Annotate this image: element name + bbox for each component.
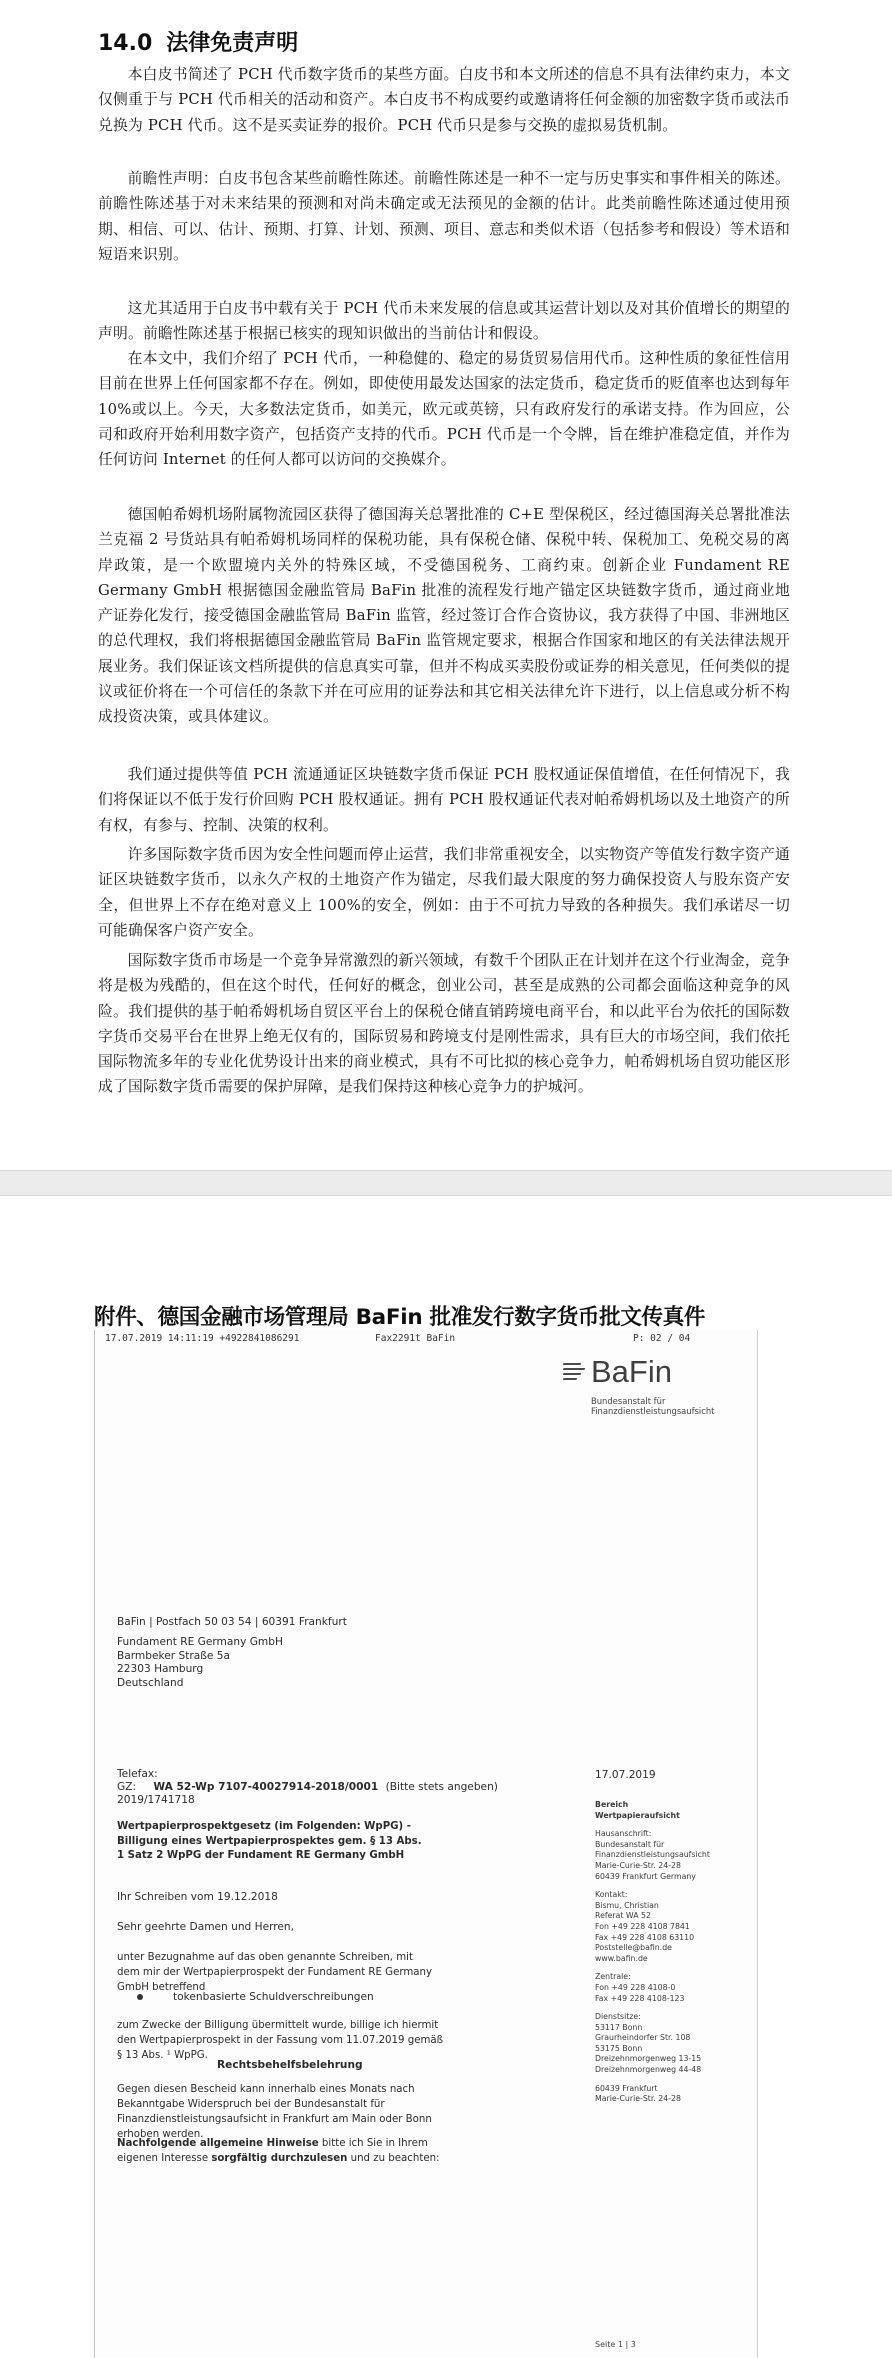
disclaimer-paragraph-2: 前瞻性声明：白皮书包含某些前瞻性陈述。前瞻性陈述是一种不一定与历史事实和事件相关的陈述。前瞻性陈述基于对未来结果的预测和对尚未确定或无法预见的金额的估计。此类前瞻性陈述通过使用预期、相信、可以、估计、预期、打算、计划、预测、项目、意志和类似术语（包括参考和假设）等术语和短语来识别。 <box>98 170 790 263</box>
whitepaper-page <box>0 0 892 1170</box>
page-separator <box>0 1170 892 1196</box>
fax-page-count: P: 02 / 04 <box>633 1333 691 1344</box>
annex-page <box>0 1196 892 2358</box>
annex-title: 附件、德国金融市场管理局 BaFin 批准发行数字货币批文传真件 <box>94 1305 706 1330</box>
bafin-subtitle: Bundesanstalt für Finanzdienstleistungsaufsicht <box>591 1396 715 1416</box>
section-title: 法律免责声明 <box>166 30 299 56</box>
disclaimer-paragraph-6: 我们通过提供等值 PCH 流通通证区块链数字货币保证 PCH 股权通证保值增值，在任何情况下，我们将保证以不低于发行价回购 PCH 股权通证。拥有 PCH 股权通证代表对帕希姆机场以及土地资产的所有权，有参与、控制、决策的权利。 <box>98 766 790 834</box>
letter-body-2: zum Zwecke der Billigung übermittelt wurde, billige ich hiermit den Wertpapierprospekt in der Fassung vom 11.07.2019 gemäß § 13 Abs. ¹ WpPG. <box>117 2020 444 2061</box>
sender-address-line: BaFin | Postfach 50 03 54 | 60391 Frankfurt <box>117 1616 347 1628</box>
disclaimer-paragraph-4: 在本文中，我们介绍了 PCH 代币，一种稳健的、稳定的易货贸易信用代币。这种性质的象征性信用目前在世界上任何国家都不存在。例如，即使使用最发达国家的法定货币，稳定货币的贬值率也达到每年 10%或以上。今天，大多数法定货币，如美元，欧元或英镑，只有政府发行的承诺支持。作为回应，公司和政府开始利用数字资产，包括资产支持的代币。PCH 代币是一个令牌，旨在维护准稳定值，并作为任何访问 Internet 的任何人都可以访问的交换媒介。 <box>98 350 790 469</box>
salutation: Sehr geehrte Damen und Herren, <box>117 1921 295 1933</box>
department-block: Bereich Wertpapieraufsicht <box>595 1800 680 1820</box>
disclaimer-paragraph-8: 国际数字货币市场是一个竞争异常激烈的新兴领域，有数千个团队正在计划并在这个行业淘金，竞争将是极为残酷的，但在这个时代，任何好的概念，创业公司，甚至是成熟的公司都会面临这种竞争的风险。我们提供的基于帕希姆机场自贸区平台上的保税仓储直销跨境电商平台，和以此平台为依托的国际数字货币交易平台在世界上绝无仅有的，国际贸易和跨境支付是刚性需求，具有巨大的市场空间，我们依托国际物流多年的专业化优势设计出来的商业模式，具有不可比拟的核心竞争力，帕希姆机场自贸功能区形成了国际数字货币需要的保护屏障，是我们保持这种核心竞争力的护城河。 <box>98 952 790 1096</box>
contact-block: Kontakt: Bismu, Christian Referat WA 52 Fon +49 228 4108 7841 Fax +49 228 4108 63110 Poststelle@bafin.de www.bafin.de <box>595 1890 695 1963</box>
remedy-text: Gegen diesen Bescheid kann innerhalb eines Monats nach Bekanntgabe Widerspruch bei der Bundesanstalt für Finanzdienstleistungsaufsicht in Frankfurt am Main oder Bonn erhoben werden. <box>117 2084 432 2140</box>
general-notes: Nachfolgende allgemeine Hinweise bitte ich Sie in Ihrem eigenen Interesse sorgfältig durchzulesen und zu beachten: <box>117 2138 440 2164</box>
disclaimer-paragraph-7: 许多国际数字货币因为安全性问题而停止运营，我们非常重视安全，以实物资产等值发行数字资产通证区块链数字货币，以永久产权的土地资产作为锚定，尽我们最大限度的努力确保投资人与股东资产安全，但世界上不存在绝对意义上 100%的安全，例如：由于不可抗力导致的各种损失。我们承诺尽一切可能确保客户资产安全。 <box>98 846 790 939</box>
letter-body-1: unter Bezugnahme auf das oben genannte Schreiben, mit dem mir der Wertpapierprospekt der Fundament RE Germany GmbH betreffend <box>117 1952 433 1993</box>
bafin-wave-icon <box>563 1360 587 1386</box>
your-letter-line: Ihr Schreiben vom 19.12.2018 <box>117 1891 278 1903</box>
bafin-contact-column <box>595 1800 710 2113</box>
telefax-label: Telefax: <box>117 1768 158 1780</box>
fax-header-line <box>95 1330 757 1348</box>
section-number: 14.0 <box>98 31 153 56</box>
offices-block: Dienstsitze: 53117 Bonn Graurheindorfer Str. 108 53175 Bonn Dreizehnmorgenweg 13-15 Dreizehnmorgenweg 44-48 <box>595 2012 702 2075</box>
remedy-heading: Rechtsbehelfsbelehrung <box>217 2059 363 2071</box>
document-number: 2019/1741718 <box>117 1794 195 1806</box>
page-number: Seite 1 | 3 <box>595 2340 636 2349</box>
section-heading <box>98 28 298 59</box>
switchboard-block: Zentrale: Fon +49 228 4108-0 Fax +49 228 4108-123 <box>595 1972 685 2003</box>
office-address-block: Hausanschrift: Bundesanstalt für Finanzdienstleistungsaufsicht Marie-Curie-Str. 24-28 60439 Frankfurt Germany <box>595 1829 710 1881</box>
frankfurt-office-block: 60439 Frankfurt Marie-Curie-Str. 24-28 <box>595 2083 681 2104</box>
bullet-icon <box>137 1994 143 2000</box>
recipient-address: Fundament RE Germany GmbH Barmbeker Straße 5a 22303 Hamburg Deutschland <box>117 1636 283 1689</box>
disclaimer-paragraph-3: 这尤其适用于白皮书中载有关于 PCH 代币未来发展的信息或其运营计划以及对其价值增长的期望的声明。前瞻性陈述基于根据已核实的现知识做出的当前估计和假设。 <box>98 300 790 343</box>
reference-number: WA 52-Wp 7107-40027914-2018/0001 <box>153 1781 379 1793</box>
fax-document <box>94 1330 758 2358</box>
fax-sender: Fax2291t BaFin <box>375 1333 456 1344</box>
disclaimer-paragraph-1: 本白皮书简述了 PCH 代币数字货币的某些方面。白皮书和本文所述的信息不具有法律约束力，本文仅侧重于与 PCH 代币相关的活动和资产。本白皮书不构成要约或邀请将任何金额的加密数字货币或法币兑换为 PCH 代币。这不是买卖证券的报价。PCH 代币只是参与交换的虚拟易货机制。 <box>98 66 790 134</box>
disclaimer-paragraph-5: 德国帕希姆机场附属物流园区获得了德国海关总署批准的 C+E 型保税区，经过德国海关总署批准法兰克福 2 号货站具有帕希姆机场同样的保税功能，具有保税仓储、保税中转、保税加工、免税交易的离岸政策，是一个欧盟境内关外的特殊区域，不受德国税务、工商约束。创新企业 Fundament RE Germany GmbH 根据德国金融监管局 BaFin 批准的流程发行地产锚定区块链数字货币，通过商业地产证券化发行，接受德国金融监管局 BaFin 监管，经过签订合作合资协议，我方获得了中国、非洲地区的总代理权，我们将根据德国金融监管局 BaFin 监管规定要求，根据合作国家和地区的有关法律法规开展业务。我们保证该文档所提供的信息真实可靠，但并不构成买卖股份或证券的相关意见，任何类似的提议或征价将在一个可信任的条款下并在可应用的证券法和其它相关法律允许下进行，以上信息或分析不构成投资决策，或具体建议。 <box>98 506 790 726</box>
reference-line: GZ: WA 52-Wp 7107-40027914-2018/0001 (Bitte stets angeben) <box>117 1781 498 1793</box>
fax-timestamp: 17.07.2019 14:11:19 +4922841086291 <box>105 1333 300 1344</box>
letter-date: 17.07.2019 <box>595 1769 656 1781</box>
letter-subject: Wertpapierprospektgesetz (im Folgenden: WpPG) - Billigung eines Wertpapierprospektes gem. § 13 Abs. 1 Satz 2 WpPG der Fundament RE Germany GmbH <box>117 1821 422 1861</box>
bafin-wordmark: BaFin <box>591 1354 672 1389</box>
bullet-item: tokenbasierte Schuldverschreibungen <box>137 1990 374 2004</box>
